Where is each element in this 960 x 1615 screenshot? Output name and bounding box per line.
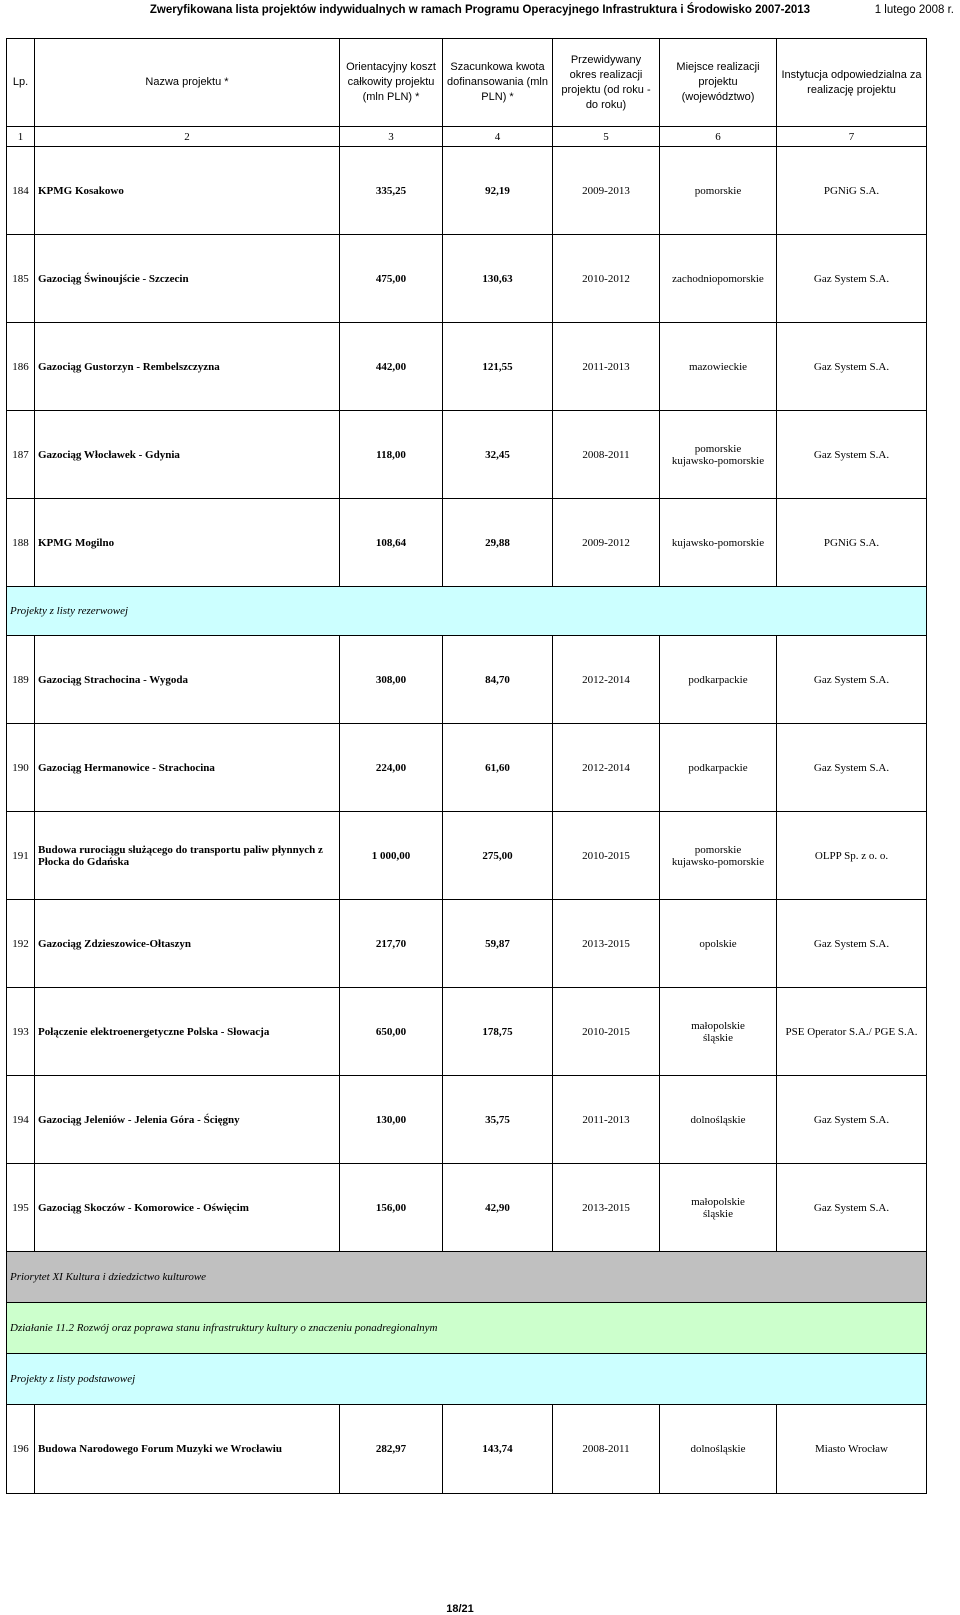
row-funding: 130,63 (443, 235, 553, 323)
section-reserve: Projekty z listy rezerwowej (7, 587, 927, 636)
row-funding: 143,74 (443, 1405, 553, 1494)
row-place-primary: mazowieckie (688, 360, 748, 373)
row-place-primary: dolnośląskie (690, 1113, 746, 1126)
table-row (7, 147, 927, 235)
row-name: Gazociąg Strachocina - Wygoda (35, 636, 340, 724)
table-row (7, 235, 927, 323)
row-institution: Gaz System S.A. (777, 1076, 927, 1164)
row-cost: 217,70 (340, 900, 443, 988)
row-lp: 187 (7, 411, 35, 499)
row-lp: 189 (7, 636, 35, 724)
row-institution: Gaz System S.A. (777, 235, 927, 323)
row-lp: 195 (7, 1164, 35, 1252)
column-number-row (7, 127, 927, 147)
row-place (660, 636, 777, 724)
table-row (7, 724, 927, 812)
row-period: 2011-2013 (553, 323, 660, 411)
row-lp: 193 (7, 988, 35, 1076)
table-row (7, 636, 927, 724)
row-place (660, 323, 777, 411)
row-institution: Gaz System S.A. (777, 411, 927, 499)
row-place-primary: podkarpackie (688, 761, 748, 774)
row-lp: 196 (7, 1405, 35, 1494)
column-number: 7 (777, 127, 927, 147)
column-number: 2 (35, 127, 340, 147)
row-funding: 29,88 (443, 499, 553, 587)
row-period: 2009-2012 (553, 499, 660, 587)
row-cost: 650,00 (340, 988, 443, 1076)
table-row (7, 900, 927, 988)
row-funding: 61,60 (443, 724, 553, 812)
section-basic-row (7, 1354, 927, 1405)
row-name: KPMG Mogilno (35, 499, 340, 587)
row-institution: Gaz System S.A. (777, 636, 927, 724)
row-place-primary: pomorskie (694, 843, 742, 856)
row-name: Budowa Narodowego Forum Muzyki we Wrocławiu (35, 1405, 340, 1494)
section-priority-row (7, 1252, 927, 1303)
table-row (7, 411, 927, 499)
row-name: Gazociąg Gustorzyn - Rembelszczyzna (35, 323, 340, 411)
row-cost: 108,64 (340, 499, 443, 587)
row-funding: 59,87 (443, 900, 553, 988)
row-name: Gazociąg Hermanowice - Strachocina (35, 724, 340, 812)
row-cost: 282,97 (340, 1405, 443, 1494)
row-cost: 1 000,00 (340, 812, 443, 900)
row-lp: 186 (7, 323, 35, 411)
row-place (660, 235, 777, 323)
row-lp: 192 (7, 900, 35, 988)
row-place (660, 147, 777, 235)
header-institution: Instytucja odpowiedzialna za realizację projektu (777, 39, 927, 127)
section-action: Działanie 11.2 Rozwój oraz poprawa stanu infrastruktury kultury o znaczeniu ponadregionalnym (7, 1303, 927, 1354)
row-name: Połączenie elektroenergetyczne Polska - Słowacja (35, 988, 340, 1076)
section-priority: Priorytet XI Kultura i dziedzictwo kulturowe (7, 1252, 927, 1303)
row-period: 2010-2015 (553, 812, 660, 900)
rows-group-b (7, 636, 927, 1252)
header-name: Nazwa projektu * (35, 39, 340, 127)
row-name: Gazociąg Jeleniów - Jelenia Góra - Ścięgny (35, 1076, 340, 1164)
row-place (660, 988, 777, 1076)
row-funding: 121,55 (443, 323, 553, 411)
row-cost: 156,00 (340, 1164, 443, 1252)
row-lp: 185 (7, 235, 35, 323)
row-place (660, 812, 777, 900)
row-place (660, 411, 777, 499)
row-lp: 184 (7, 147, 35, 235)
table-row (7, 812, 927, 900)
row-place (660, 1405, 777, 1494)
row-funding: 84,70 (443, 636, 553, 724)
column-number: 5 (553, 127, 660, 147)
row-lp: 191 (7, 812, 35, 900)
row-place-secondary: kujawsko-pomorskie (671, 855, 765, 868)
header-place: Miejsce realizacji projektu (województwo) (660, 39, 777, 127)
row-period: 2008-2011 (553, 411, 660, 499)
header-period: Przewidywany okres realizacji projektu (od roku - do roku) (553, 39, 660, 127)
row-funding: 35,75 (443, 1076, 553, 1164)
row-period: 2010-2015 (553, 988, 660, 1076)
row-institution: OLPP Sp. z o. o. (777, 812, 927, 900)
row-institution: Gaz System S.A. (777, 724, 927, 812)
row-period: 2012-2014 (553, 636, 660, 724)
row-period: 2009-2013 (553, 147, 660, 235)
row-period: 2011-2013 (553, 1076, 660, 1164)
header-cost: Orientacyjny koszt całkowity projektu (mln PLN) * (340, 39, 443, 127)
row-place (660, 1076, 777, 1164)
row-funding: 92,19 (443, 147, 553, 235)
section-basic: Projekty z listy podstawowej (7, 1354, 927, 1405)
row-place-primary: podkarpackie (688, 673, 748, 686)
row-place-secondary: kujawsko-pomorskie (671, 454, 765, 467)
row-cost: 308,00 (340, 636, 443, 724)
row-period: 2010-2012 (553, 235, 660, 323)
row-place-primary: małopolskie (691, 1019, 745, 1032)
row-place (660, 900, 777, 988)
row-period: 2013-2015 (553, 900, 660, 988)
row-cost: 475,00 (340, 235, 443, 323)
table-row (7, 323, 927, 411)
table-row (7, 988, 927, 1076)
row-institution: Miasto Wrocław (777, 1405, 927, 1494)
row-place-primary: kujawsko-pomorskie (671, 536, 765, 549)
row-name: Gazociąg Świnoujście - Szczecin (35, 235, 340, 323)
table-row (7, 499, 927, 587)
page-number: 18/21 (446, 1603, 474, 1615)
row-place-primary: pomorskie (694, 442, 742, 455)
row-institution: Gaz System S.A. (777, 1164, 927, 1252)
row-period: 2013-2015 (553, 1164, 660, 1252)
row-place-primary: dolnośląskie (690, 1443, 746, 1455)
table-row (7, 1164, 927, 1252)
row-place-primary: opolskie (699, 937, 737, 950)
section-reserve-row (7, 587, 927, 636)
row-place (660, 499, 777, 587)
projects-table (6, 38, 927, 1494)
row-place-secondary: śląskie (703, 1031, 733, 1044)
row-place-secondary: śląskie (703, 1207, 733, 1220)
row-cost: 224,00 (340, 724, 443, 812)
row-funding: 275,00 (443, 812, 553, 900)
row-cost: 118,00 (340, 411, 443, 499)
row-place-primary: małopolskie (691, 1195, 745, 1208)
row-name: KPMG Kosakowo (35, 147, 340, 235)
row-institution: PSE Operator S.A./ PGE S.A. (777, 988, 927, 1076)
header-lp: Lp. (7, 39, 35, 127)
row-name: Gazociąg Włocławek - Gdynia (35, 411, 340, 499)
section-action-row (7, 1303, 927, 1354)
document-title: Zweryfikowana lista projektów indywidualnych w ramach Programu Operacyjnego Infrastruktura i Środowisko 2007-2013 (149, 4, 811, 16)
row-lp: 194 (7, 1076, 35, 1164)
row-place-primary: pomorskie (694, 184, 742, 197)
rows-group-c (7, 1405, 927, 1494)
row-cost: 442,00 (340, 323, 443, 411)
table-header-row (7, 39, 927, 127)
row-place (660, 1164, 777, 1252)
row-place-primary: zachodniopomorskie (672, 272, 764, 285)
row-period: 2008-2011 (553, 1405, 660, 1494)
row-name: Gazociąg Zdzieszowice-Ołtaszyn (35, 900, 340, 988)
row-lp: 190 (7, 724, 35, 812)
row-lp: 188 (7, 499, 35, 587)
row-cost: 335,25 (340, 147, 443, 235)
column-number: 3 (340, 127, 443, 147)
header-funding: Szacunkowa kwota dofinansowania (mln PLN) * (443, 39, 553, 127)
row-funding: 32,45 (443, 411, 553, 499)
column-number: 1 (7, 127, 35, 147)
row-place (660, 724, 777, 812)
row-institution: Gaz System S.A. (777, 900, 927, 988)
row-name: Gazociąg Skoczów - Komorowice - Oświęcim (35, 1164, 340, 1252)
document-date: 1 lutego 2008 r. (874, 4, 954, 16)
row-institution: PGNiG S.A. (777, 147, 927, 235)
row-institution: PGNiG S.A. (777, 499, 927, 587)
row-institution: Gaz System S.A. (777, 323, 927, 411)
column-number: 4 (443, 127, 553, 147)
table-row (7, 1405, 927, 1494)
row-cost: 130,00 (340, 1076, 443, 1164)
column-number: 6 (660, 127, 777, 147)
table-row (7, 1076, 927, 1164)
row-funding: 42,90 (443, 1164, 553, 1252)
row-name: Budowa rurociągu służącego do transportu paliw płynnych z Płocka do Gdańska (35, 812, 340, 900)
row-funding: 178,75 (443, 988, 553, 1076)
row-period: 2012-2014 (553, 724, 660, 812)
